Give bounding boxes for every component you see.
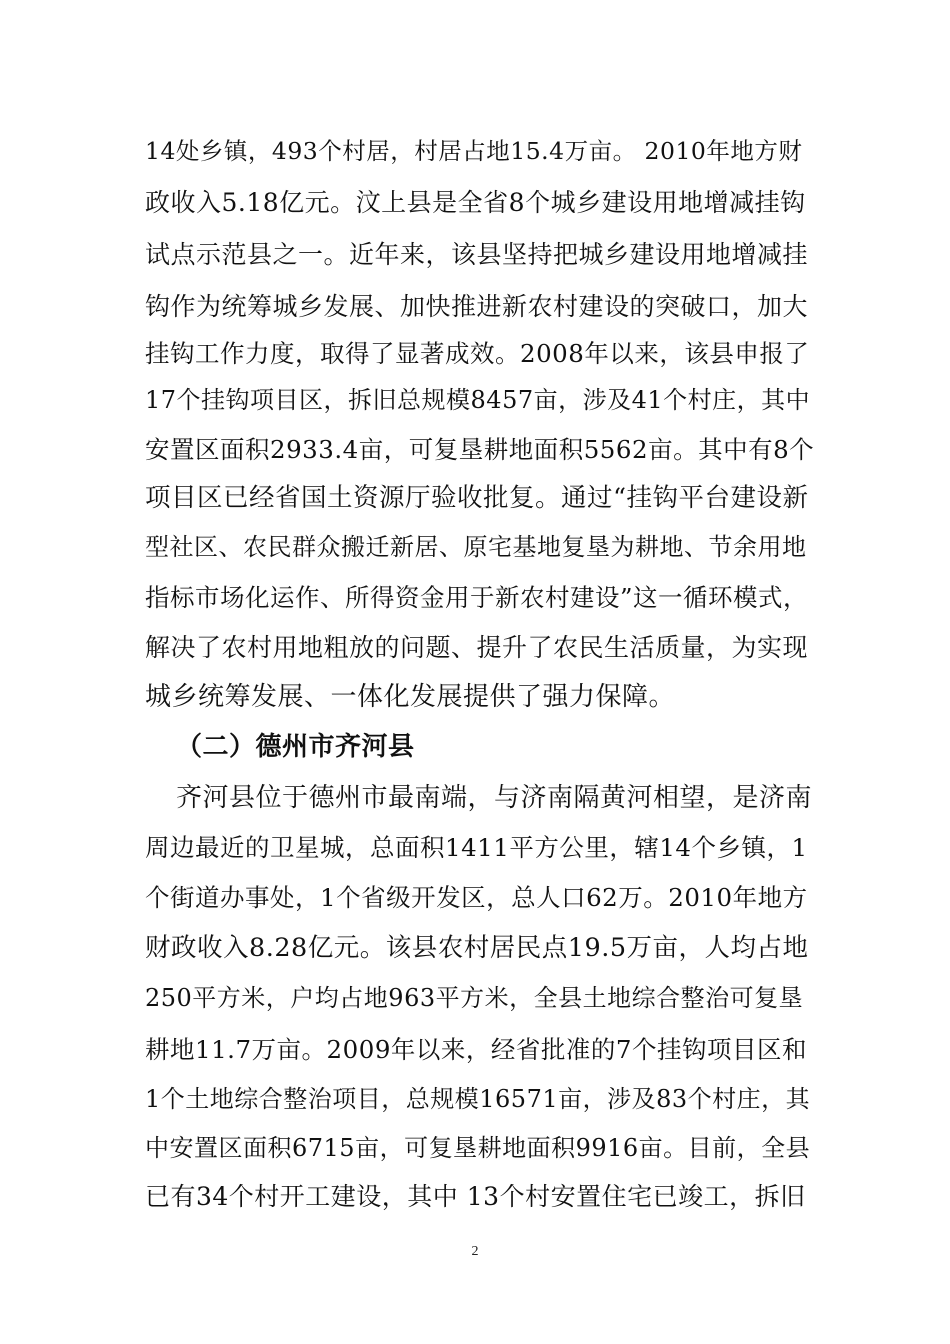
paragraph-line: 个街道办事处，1个省级开发区，总人口62万。2010年地方 [145,883,808,912]
paragraph-line: 项目区已经省国土资源厅验收批复。通过“挂钩平台建设新 [145,483,809,513]
paragraph-line: 型社区、农民群众搬迁新居、原宅基地复垦为耕地、节余用地 [145,533,807,561]
paragraph-line: 挂钩工作力度，取得了显著成效。2008年以来，该县申报了 [145,339,810,368]
paragraph-line: 已有34个村开工建设，其中 13个村安置住宅已竣工，拆旧 [145,1182,806,1211]
paragraph-line: 政收入5.18亿元。汶上县是全省8个城乡建设用地增减挂钩 [145,188,806,217]
paragraph-line: 250平方米，户均占地963平方米，全县土地综合整治可复垦 [145,984,804,1012]
paragraph-line: 城乡统筹发展、一体化发展提供了强力保障。 [145,682,676,712]
paragraph-line: 钩作为统筹城乡发展、加快推进新农村建设的突破口，加大 [145,292,809,321]
paragraph-line: 中安置区面积6715亩，可复垦耕地面积9916亩。目前，全县 [145,1134,811,1162]
paragraph-line: 17个挂钩项目区，拆旧总规模8457亩，涉及41个村庄，其中 [145,386,811,414]
paragraph-line: 1个土地综合整治项目，总规模16571亩，涉及83个村庄，其 [145,1085,811,1113]
section-heading: （二）德州市齐河县 [176,732,415,762]
paragraph-line: 安置区面积2933.4亩，可复垦耕地面积5562亩。其中有8个 [145,435,815,464]
paragraph-line: 试点示范县之一。近年来，该县坚持把城乡建设用地增减挂 [145,240,809,269]
paragraph-line: 指标市场化运作、所得资金用于新农村建设”这一循环模式， [145,583,809,612]
paragraph-line: 解决了农村用地粗放的问题、提升了农民生活质量，为实现 [145,633,809,662]
page-number: 2 [471,1244,479,1259]
paragraph-line: 周边最近的卫星城，总面积1411平方公里，辖14个乡镇，1 [145,833,808,862]
paragraph-line: 耕地11.7万亩。2009年以来，经省批准的7个挂钩项目区和 [145,1035,807,1064]
paragraph-line: 14处乡镇，493个村居，村居占地15.4万亩。 2010年地方财 [145,137,803,165]
paragraph-line: 齐河县位于德州市最南端，与济南隔黄河相望，是济南 [176,783,813,813]
paragraph-line: 财政收入8.28亿元。该县农村居民点19.5万亩，人均占地 [145,933,809,963]
